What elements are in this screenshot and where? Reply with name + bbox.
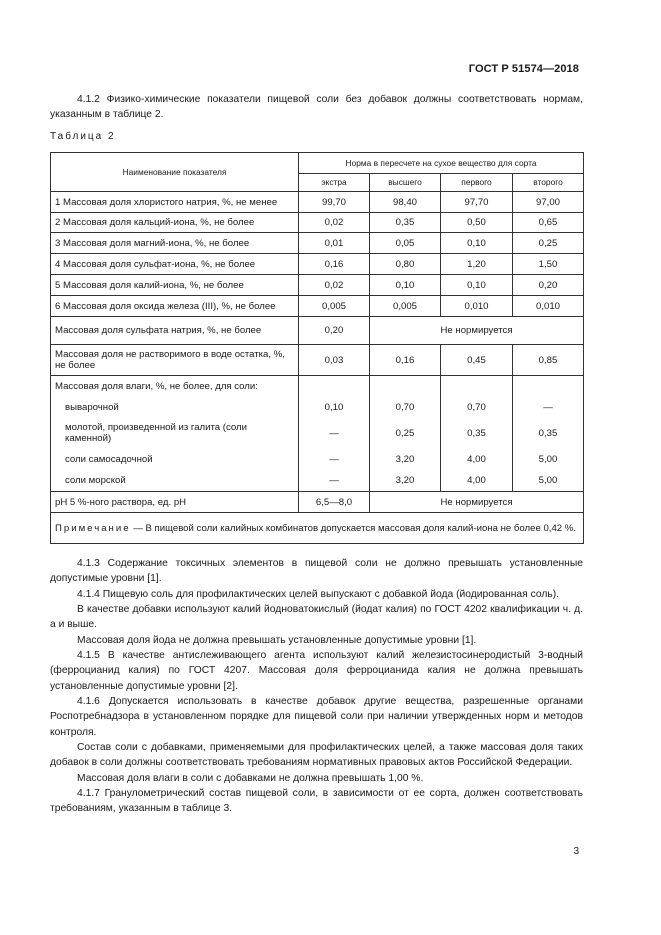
table-header-row — [51, 153, 584, 174]
cell-value: 0,16 — [370, 345, 441, 376]
row-name: молотой, произведенной из галита (соли каменной) — [51, 418, 299, 449]
row-name: выварочной — [51, 397, 299, 418]
paragraph: 4.1.6 Допускается использовать в качестве добавок другие вещества, разрешенные органами Роспотребнадзора в установленном порядке для пищевой соли при наличии утвержденных норм и методов контроля. — [50, 696, 583, 738]
cell-value: Не нормируется — [370, 492, 584, 513]
table-row — [51, 254, 584, 275]
grade-header: высшего — [370, 174, 441, 192]
table-row — [51, 418, 584, 449]
cell-value: 3,20 — [370, 470, 441, 492]
cell-value: 0,10 — [441, 275, 513, 296]
cell-value: 0,25 — [370, 418, 441, 449]
cell-value: 0,16 — [299, 254, 370, 275]
table-row — [51, 233, 584, 254]
cell-value: 97,70 — [441, 192, 513, 213]
cell-value: 0,005 — [370, 296, 441, 317]
cell-value: — — [513, 397, 584, 418]
paragraph: Массовая доля влаги в соли с добавками не должна превышать 1,00 %. — [77, 773, 424, 784]
cell-value: 0,50 — [441, 213, 513, 233]
row-name: Массовая доля не растворимого в воде остатка, %, не более — [51, 345, 299, 376]
row-name: 4 Массовая доля сульфат-иона, %, не более — [51, 254, 299, 275]
cell-value: 0,35 — [370, 213, 441, 233]
cell-value: 0,005 — [299, 296, 370, 317]
column-header-name: Наименование показателя — [51, 153, 299, 192]
table-note — [51, 513, 584, 544]
paragraph: 4.1.5 В качестве антислеживающего агента используют калий железистосинеродистый 3-водный (ферроцианид калия) по ГОСТ 4207. Массовая доля ферроцианида калия не должна превышать установленные допустимые уровни [2]. — [50, 650, 583, 692]
cell-value: 0,20 — [299, 317, 370, 345]
cell-value: 0,80 — [370, 254, 441, 275]
row-name: 5 Массовая доля калий-иона, %, не более — [51, 275, 299, 296]
table-note-row — [51, 513, 584, 544]
cell-value: 0,65 — [513, 213, 584, 233]
table-row — [51, 345, 584, 376]
grade-header: первого — [441, 174, 513, 192]
cell-value: 4,00 — [441, 470, 513, 492]
document-code: ГОСТ Р 51574—2018 — [468, 63, 579, 75]
cell-value: Не нормируется — [370, 317, 584, 345]
cell-value: — — [299, 470, 370, 492]
cell-value: 0,01 — [299, 233, 370, 254]
row-name: 2 Массовая доля кальций-иона, %, не более — [51, 213, 299, 233]
table-row — [51, 492, 584, 513]
cell-value: 0,70 — [441, 397, 513, 418]
paragraph: Состав соли с добавками, применяемыми для профилактических целей, а также массовая доля таких добавок в соли должны соответствовать требованиям нормативных правовых актов Российской Федерации. — [50, 742, 583, 769]
row-name: 6 Массовая доля оксида железа (III), %, не более — [51, 296, 299, 317]
cell-value: 5,00 — [513, 449, 584, 470]
table-row — [51, 317, 584, 345]
cell-value: 97,00 — [513, 192, 584, 213]
cell-value: 0,05 — [370, 233, 441, 254]
row-name: соли самосадочной — [51, 449, 299, 470]
cell-value: 6,5—8,0 — [299, 492, 370, 513]
table-title: Таблица 2 — [50, 131, 116, 142]
cell-value: 0,25 — [513, 233, 584, 254]
cell-value: 99,70 — [299, 192, 370, 213]
cell-value: — — [299, 449, 370, 470]
row-name: рН 5 %-ного раствора, ед. рН — [51, 492, 299, 513]
row-name: 3 Массовая доля магний-иона, %, не более — [51, 233, 299, 254]
page-number: 3 — [573, 846, 579, 857]
row-name: Массовая доля сульфата натрия, %, не более — [51, 317, 299, 345]
intro-paragraph: 4.1.2 Физико-химические показатели пищевой соли без добавок должны соответствовать нормам, указанным в таблице 2. — [50, 94, 583, 121]
cell-value: 0,03 — [299, 345, 370, 376]
row-name: 1 Массовая доля хлористого натрия, %, не менее — [51, 192, 299, 213]
cell-value: 1,20 — [441, 254, 513, 275]
cell-value: 98,40 — [370, 192, 441, 213]
table-row — [51, 397, 584, 418]
cell-value: 0,02 — [299, 213, 370, 233]
cell-value: 0,70 — [370, 397, 441, 418]
table-row — [51, 192, 584, 213]
cell-value: 0,20 — [513, 275, 584, 296]
cell-value: 0,02 — [299, 275, 370, 296]
cell-value: 5,00 — [513, 470, 584, 492]
cell-value: 0,010 — [441, 296, 513, 317]
table-row — [51, 275, 584, 296]
moisture-head-row — [51, 376, 584, 397]
cell-value: 0,35 — [513, 418, 584, 449]
cell-value: 0,010 — [513, 296, 584, 317]
cell-value: 0,85 — [513, 345, 584, 376]
row-name: соли морской — [51, 470, 299, 492]
grade-header: экстра — [299, 174, 370, 192]
note-label: Примечание — [55, 522, 131, 534]
cell-value: 0,45 — [441, 345, 513, 376]
paragraph: 4.1.7 Гранулометрический состав пищевой соли, в зависимости от ее сорта, должен соответствовать требованиям, указанным в таблице 3. — [50, 788, 583, 815]
cell-value: — — [299, 418, 370, 449]
table-row — [51, 296, 584, 317]
cell-value: 1,50 — [513, 254, 584, 275]
table-row — [51, 449, 584, 470]
table-row — [51, 470, 584, 492]
paragraph: Массовая доля йода не должна превышать установленные допустимые уровни [1]. — [77, 635, 477, 646]
paragraph: 4.1.4 Пищевую соль для профилактических целей выпускают с добавкой йода (йодированная соль). — [77, 589, 560, 600]
column-header-norm: Норма в пересчете на сухое вещество для сорта — [299, 153, 584, 174]
cell-value: 0,10 — [370, 275, 441, 296]
cell-value: 0,10 — [299, 397, 370, 418]
paragraph: В качестве добавки используют калий йодноватокислый (йодат калия) по ГОСТ 4202 квалификации ч. д. а и выше. — [50, 604, 583, 631]
note-text: — В пищевой соли калийных комбинатов допускается массовая доля калий-иона не более 0,42 %. — [130, 522, 576, 534]
paragraph: 4.1.3 Содержание токсичных элементов в пищевой соли не должно превышать установленные допустимые уровни [1]. — [50, 558, 583, 585]
cell-value: 3,20 — [370, 449, 441, 470]
cell-value: 4,00 — [441, 449, 513, 470]
table-row — [51, 213, 584, 233]
norms-table — [50, 152, 584, 544]
grade-header: второго — [513, 174, 584, 192]
cell-value: 0,10 — [441, 233, 513, 254]
row-name: Массовая доля влаги, %, не более, для соли: — [51, 376, 299, 397]
cell-value: 0,35 — [441, 418, 513, 449]
